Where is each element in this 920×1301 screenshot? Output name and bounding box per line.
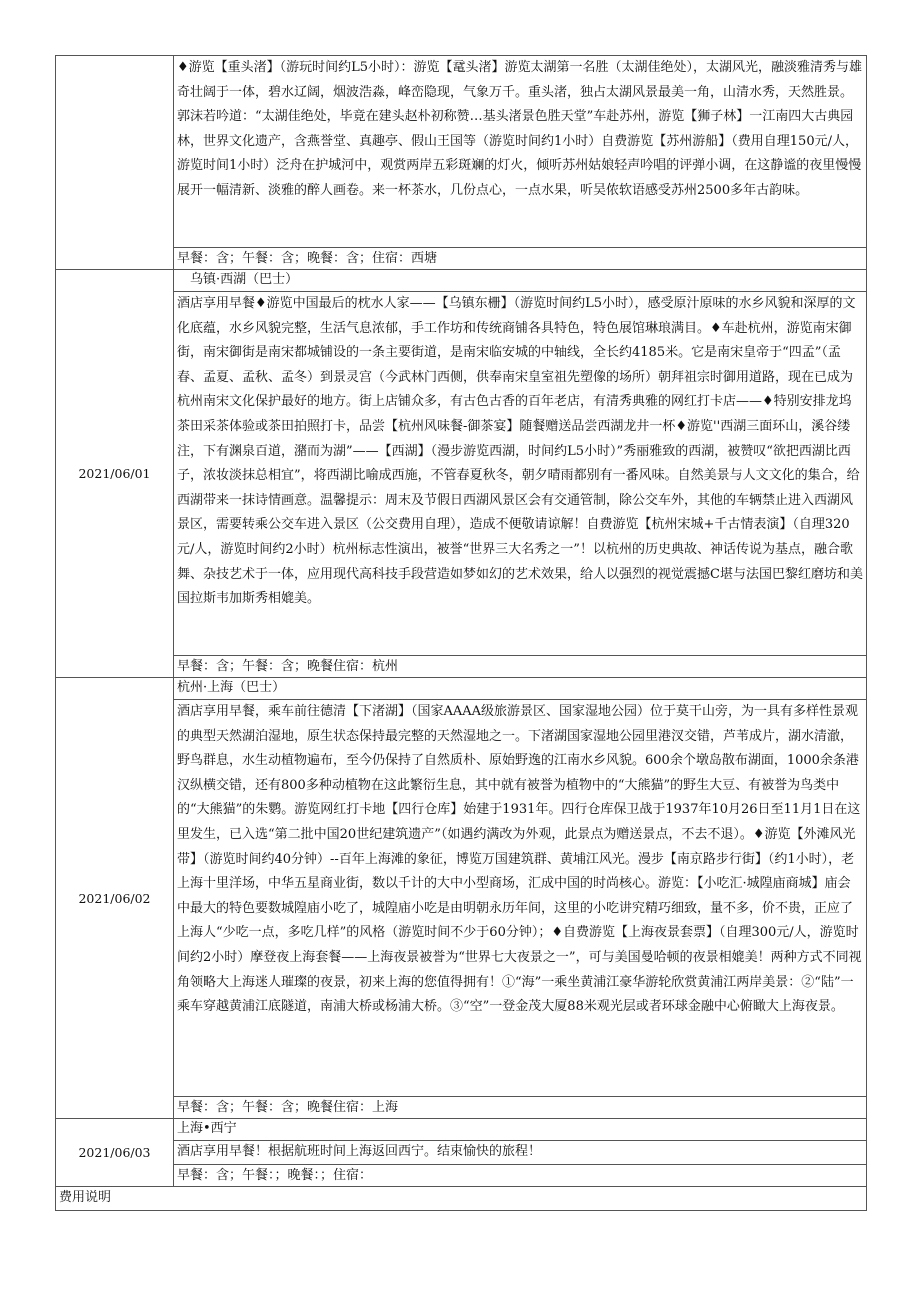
fee-label: 费用说明 <box>56 1187 867 1211</box>
meals-row <box>56 1165 867 1187</box>
meals-row <box>56 656 867 678</box>
day-description <box>174 56 867 248</box>
day-description: 酒店享用早餐！根据航班时间上海返回西宁。结束愉快的旅程！ <box>174 1141 867 1165</box>
meals-info: 早餐：含；午餐：；晚餐：；住宿： <box>174 1165 867 1187</box>
day-title: 杭州·上海（巴士） <box>174 678 867 700</box>
itinerary-row <box>56 270 867 292</box>
date-cell: 2021/06/02 <box>56 678 174 1119</box>
itinerary-row <box>56 56 867 248</box>
description-row <box>56 292 867 656</box>
day-description <box>174 700 867 1097</box>
itinerary-table <box>55 55 867 1211</box>
itinerary-row <box>56 1119 867 1141</box>
meals-info: 早餐：含；午餐：含；晚餐住宿：杭州 <box>174 656 867 678</box>
fee-row <box>56 1187 867 1211</box>
day-title: 乌镇·西湖（巴士） <box>174 270 867 292</box>
description-text: ♦游览【重头渚】（游玩时间约L5小时）：游览【鼋头渚】游览太湖第一名胜（太湖佳绝处），太湖风光，融淡雅清秀与雄奇壮阔于一体，碧水辽阔，烟波浩淼，峰峦隐现，气象万千。重头渚，独占太湖风景最美一角，山清水秀，天然胜景。郭沫若吟道：“太湖佳绝处，毕竟在建头赵朴初称赞…基头渚景色胜天堂”车赴苏州，游览【狮子林】一江南四大古典园林，世界文化遗产，含燕誉堂、真趣亭、假山王国等（游览时间约1小时）自费游览【苏州游船】（费用自理150元/人，游览时间1小时）泛舟在护城河中，观赏两岸五彩斑斓的灯火，倾听苏州姑娘轻声吟唱的评弹小调，在这静谧的夜里慢慢展开一幅清新、淡雅的醉人画卷。来一杯茶水，几份点心，一点水果，听吴侬软语感受苏州2500多年古韵味。 <box>177 60 863 198</box>
date-cell: 2021/06/01 <box>56 270 174 678</box>
date-cell: 2021/06/03 <box>56 1119 174 1187</box>
description-row <box>56 700 867 1097</box>
description-text: 酒店享用早餐，乘车前往德清【下渚湖】（国家AAAA级旅游景区、国家湿地公园）位于莫干山旁，为一具有多样性景观的典型天然湖泊湿地，原生状态保持最完整的天然湿地之一。下渚湖国家湿地公园里港汊交错，芦苇成片，湖水清澈，野鸟群息，水生动植物遍布，至今仍保持了自然质朴、原始野逸的江南水乡风貌。600余个墩岛散布湖面，1000余条港汉纵横交错，还有800多种动植物在这此繁衍生息，其中就有被誉为植物中的“大熊猫”的野生大豆、有被誉为鸟类中的“大熊猫”的朱鹦。游览网红打卡地【四行仓库】始建于1931年。四行仓库保卫战于1937年10月26日至11月1日在这里发生，已入选“第二批中国20世纪建筑遗产”（如遇约满改为外观，此景点为赠送景点，不去不退）。♦游览【外滩风光带】（游览时间约40分钟）--百年上海滩的象征，博览万国建筑群、黄埔江风光。漫步【南京路步行街】（约1小时），老上海十里洋场，中华五星商业街，数以千计的大中小型商场，汇成中国的时尚核心。游览：【小吃汇·城隍庙商城】庙会中最大的特色要数城隍庙小吃了，城隍庙小吃是由明朝永历年间，这里的小吃讲究精巧细致，量不多，价不贵，正应了上海人“少吃一点，多吃几样”的风格（游览时间不少于60分钟）；♦自费游览【上海夜景套票】（自理300元/人，游览时间约2小时）摩登夜上海套餐——上海夜景被誉为“世界七大夜景之一”，可与美国曼哈顿的夜景相媲美！两种方式不同视角领略大上海迷人璀璨的夜景，初来上海的您值得拥有！①“海”一乘坐黄浦江豪华游轮欣赏黄浦江两岸美景：②“陆”一乘车穿越黄浦江底隧道，南浦大桥或杨浦大桥。③“空”一登金茂大厦88米观光层或者环球金融中心俯瞰大上海夜景。 <box>177 704 862 1015</box>
meals-row <box>56 248 867 270</box>
meals-info: 早餐：含；午餐：含；晚餐：含；住宿：西塘 <box>174 248 867 270</box>
description-row <box>56 1141 867 1165</box>
date-cell <box>56 56 174 270</box>
day-title: 上海•西宁 <box>174 1119 867 1141</box>
meals-info: 早餐：含；午餐：含；晚餐住宿：上海 <box>174 1097 867 1119</box>
meals-row <box>56 1097 867 1119</box>
itinerary-row <box>56 678 867 700</box>
description-text: 酒店享用早餐♦游览中国最后的枕水人家——【乌镇东栅】（游览时间约L5小时），感受原汁原味的水乡风貌和深厚的文化底蕴，水乡风貌完整，生活气息浓郁，手工作坊和传统商铺各具特色，特色展馆琳琅满目。♦车赴杭州，游览南宋御街，南宋御街是南宋都城铺设的一条主要街道，是南宋临安城的中轴线，全长约4185米。它是南宋皇帝于“四孟”（孟春、孟夏、孟秋、孟冬）到景灵宫（今武林门西侧，供奉南宋皇室祖先塑像的场所）朝拜祖宗时御用道路，现在已成为杭州南宋文化保护最好的地方。街上店铺众多，有古色古香的百年老店，有清秀典雅的网红打卡店——♦特别安排龙坞茶田采茶体验或茶田拍照打卡，品尝【杭州风味餐-御茶宴】随餐赠送品尝西湖龙井一杯♦游览''西湖三面环山，溪谷缕注，下有渊泉百道，潴而为湖”——【西湖】（漫步游览西湖，时间约L5小时）”秀丽雅致的西湖，被赞叹“欲把西湖比西子，浓妆淡抹总相宜”，将西湖比喻成西施，不管春夏秋冬，朝夕晴雨都别有一番风味。自然美景与人文文化的集合，给西湖带来一抹诗情画意。温馨提示：周末及节假日西湖风景区会有交通管制，除公交车外，其他的车辆禁止进入西湖风景区，需要转乘公交车进入景区（公交费用自理），造成不便敬请谅解！自费游览【杭州宋城+千古情表演】（自理320元/人，游览时间约2小时）杭州标志性演出，被誉“世界三大名秀之一”！以杭州的历史典故、神话传说为基点，融合歌舞、杂技艺术于一体，应用现代高科技手段营造如梦如幻的艺术效果，给人以强烈的视觉震撼C堪与法国巴黎红磨坊和美国拉斯韦加斯秀相媲美。 <box>177 296 863 607</box>
day-description <box>174 292 867 656</box>
